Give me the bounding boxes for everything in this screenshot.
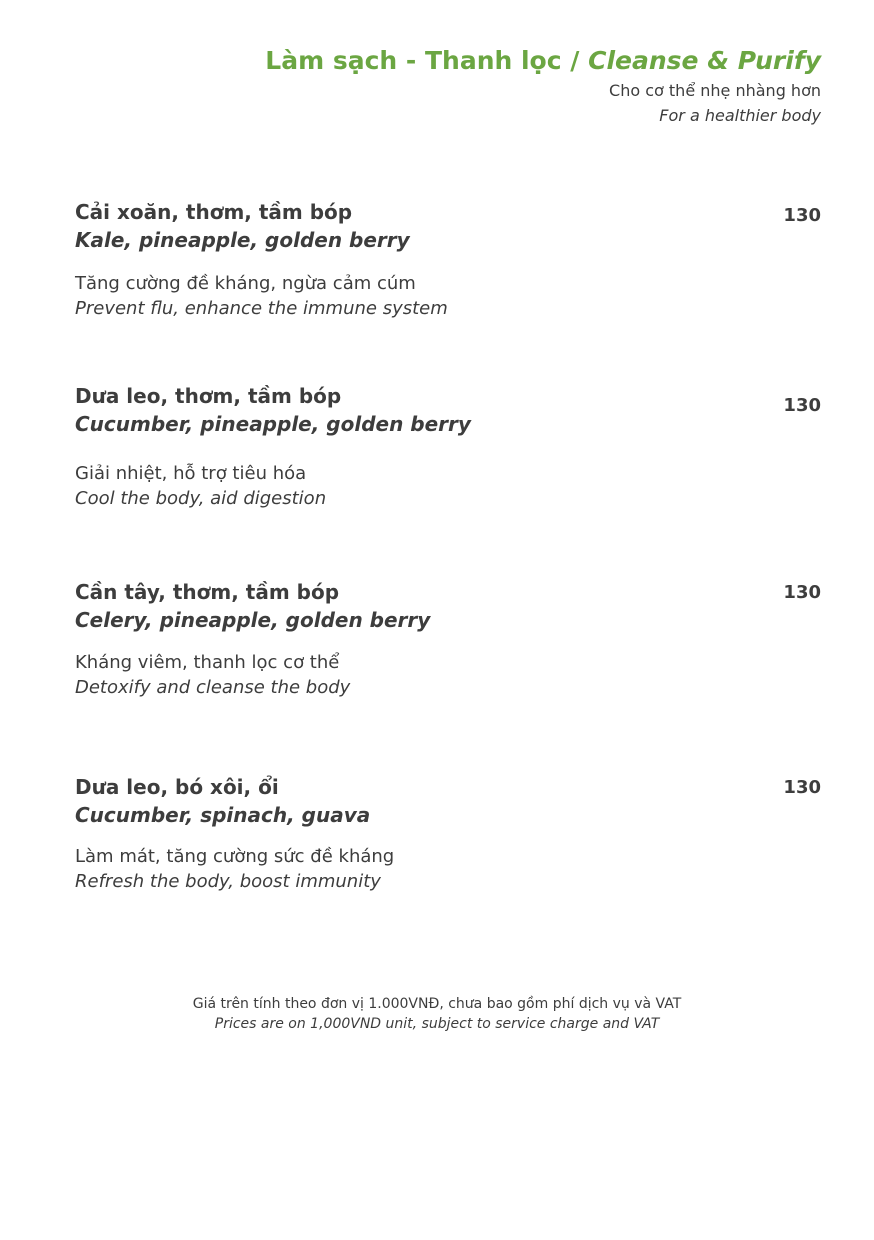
price-note-vi: Giá trên tính theo đơn vị 1.000VNĐ, chưa bao gồm phí dịch vụ và VAT: [192, 996, 682, 1012]
item-description-en: Cool the body, aid digestion: [75, 488, 327, 509]
price-note-en: Prices are on 1,000VND unit, subject to service charge and VAT: [214, 1016, 660, 1032]
item-name-en: Kale, pineapple, golden berry: [75, 228, 410, 252]
section-title: [265, 44, 821, 78]
item-name-vi: Cần tây, thơm, tầm bóp: [75, 580, 340, 604]
item-description-en: Refresh the body, boost immunity: [75, 871, 381, 892]
item-name-vi: Dưa leo, thơm, tầm bóp: [75, 384, 342, 408]
item-description-vi: Kháng viêm, thanh lọc cơ thể: [75, 652, 340, 673]
menu-item-1: [75, 198, 821, 321]
item-name-en: Cucumber, spinach, guava: [75, 803, 371, 827]
menu-item-3: [75, 578, 821, 700]
item-price: 130: [783, 205, 821, 226]
item-name-vi: Cải xoăn, thơm, tầm bóp: [75, 200, 353, 224]
menu-item-4: [75, 773, 821, 894]
item-name-en: Celery, pineapple, golden berry: [75, 608, 431, 632]
section-subtitle-vi: Cho cơ thể nhẹ nhàng hơn: [609, 81, 821, 100]
item-description-vi: Giải nhiệt, hỗ trợ tiêu hóa: [75, 463, 307, 484]
menu-item-2: [75, 382, 821, 511]
price-note: [0, 994, 874, 1034]
section-title-vi: Làm sạch - Thanh lọc /: [265, 46, 580, 75]
section-title-en: Cleanse & Purify: [588, 46, 821, 75]
item-name-en: Cucumber, pineapple, golden berry: [75, 412, 471, 436]
item-description-vi: Tăng cường đề kháng, ngừa cảm cúm: [75, 273, 416, 294]
item-price: 130: [783, 395, 821, 416]
item-name-vi: Dưa leo, bó xôi, ổi: [75, 775, 279, 799]
item-price: 130: [783, 777, 821, 798]
item-price: 130: [783, 582, 821, 603]
item-description-en: Prevent flu, enhance the immune system: [75, 298, 448, 319]
item-description-vi: Làm mát, tăng cường sức đề kháng: [75, 846, 395, 867]
section-subtitle-en: For a healthier body: [659, 106, 821, 125]
menu-section-header: [265, 44, 821, 128]
item-description-en: Detoxify and cleanse the body: [75, 677, 351, 698]
